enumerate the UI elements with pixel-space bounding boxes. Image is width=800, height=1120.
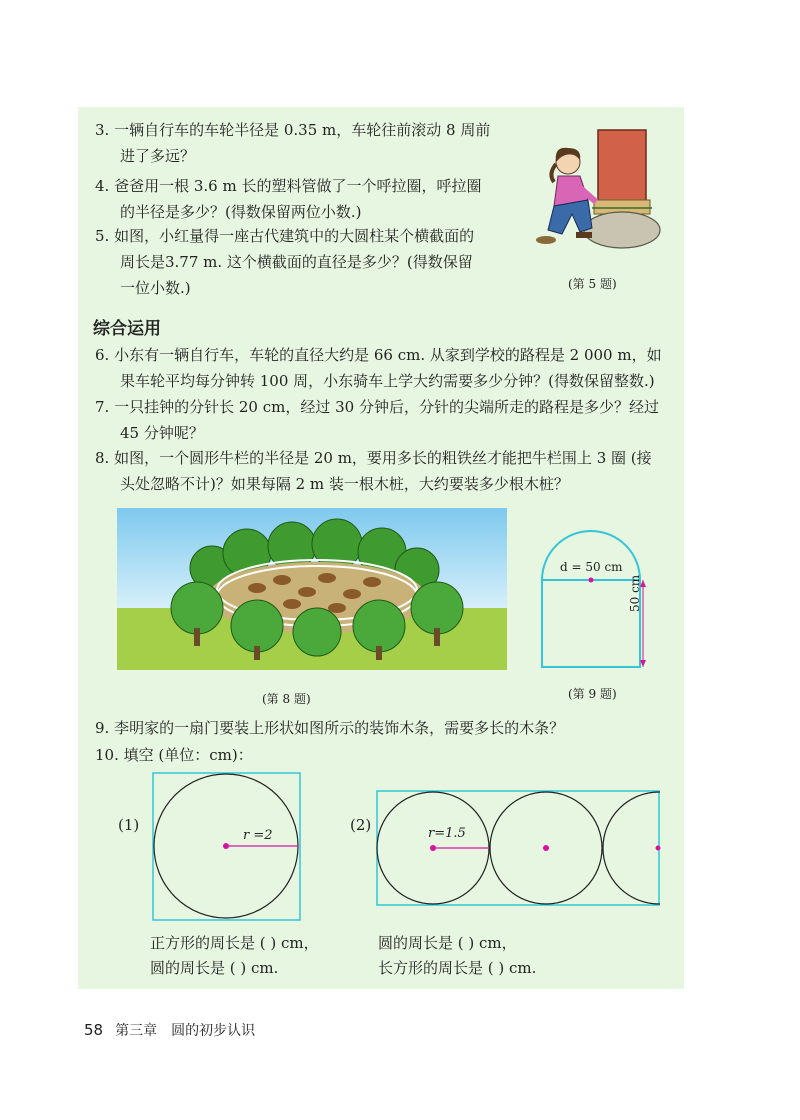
center-dot xyxy=(589,578,594,583)
problem-3-line-1: 3. 一辆自行车的车轮半径是 0.35 m，车轮往前滚动 8 周前 xyxy=(95,121,491,139)
pillar-base xyxy=(584,212,660,248)
fig9-caption: (第 9 题) xyxy=(568,687,617,701)
chapter-title: 第三章 圆的初步认识 xyxy=(115,1023,256,1039)
fig9-diameter-label: d = 50 cm xyxy=(560,560,623,574)
problem-5-line-2: 周长是3.77 m. 这个横截面的直径是多少？(得数保留 xyxy=(120,253,473,271)
answer-1a: 正方形的周长是 ( ) cm， xyxy=(150,934,319,952)
problem-7-line-2: 45 分钟呢？ xyxy=(120,424,204,442)
problem-3-line-2: 进了多远？ xyxy=(120,147,196,165)
problem-5-line-1: 5. 如图，小红量得一座古代建筑中的大圆柱某个横截面的 xyxy=(95,227,475,245)
problem-4-line-1: 4. 爸爸用一根 3.6 m 长的塑料管做了一个呼拉圈，呼拉圈 xyxy=(95,177,482,195)
fig5-illustration xyxy=(536,128,666,270)
page-number: 58 xyxy=(84,1021,104,1039)
fig8-caption: (第 8 题) xyxy=(262,692,311,706)
fig10-part1-label: (1) xyxy=(118,816,140,834)
center-dot xyxy=(223,843,229,849)
answer-2b: 长方形的周长是 ( ) cm. xyxy=(378,959,537,977)
problem-8-line-1: 8. 如图，一个圆形牛栏的半径是 20 m，要用多长的粗铁丝才能把牛栏围上 3 圈 (接 xyxy=(95,449,652,467)
problem-9: 9. 李明家的一扇门要装上形状如图所示的装饰木条，需要多长的木条？ xyxy=(95,719,565,737)
fig10-part1-diagram xyxy=(152,772,302,922)
problem-6-line-1: 6. 小东有一辆自行车，车轮的直径大约是 66 cm. 从家到学校的路程是 2 000 m，如 xyxy=(95,346,662,364)
door-outline xyxy=(542,531,640,667)
problem-10: 10. 填空 (单位：cm)： xyxy=(95,746,253,764)
problem-5-line-3: 一位小数.) xyxy=(120,279,191,297)
problem-7-line-1: 7. 一只挂钟的分针长 20 cm，经过 30 分钟后，分针的尖端所走的路程是多少？经过 xyxy=(95,398,659,416)
fig10-part1-radius: r =2 xyxy=(243,828,273,843)
fig9-diagram xyxy=(535,527,665,677)
rectangle xyxy=(377,791,659,905)
problem-4-line-2: 的半径是多少？(得数保留两位小数.) xyxy=(120,203,362,221)
answer-1b: 圆的周长是 ( ) cm. xyxy=(150,959,279,977)
answer-2a: 圆的周长是 ( ) cm， xyxy=(378,934,517,952)
problem-6-line-2: 果车轮平均每分钟转 100 周，小东骑车上学大约需要多少分钟？(得数保留整数.) xyxy=(120,372,655,390)
fig10-part2-diagram xyxy=(376,790,660,908)
fig5-caption: (第 5 题) xyxy=(568,277,617,291)
fig9-height-label: 50 cm xyxy=(628,574,642,612)
fig8-illustration xyxy=(117,508,507,670)
page-footer xyxy=(84,1020,255,1040)
section-title: 综合运用 xyxy=(93,319,161,339)
fig10-part2-radius: r=1.5 xyxy=(428,826,466,841)
fig10-part2-label: (2) xyxy=(350,816,372,834)
problem-8-line-2: 头处忽略不计)？如果每隔 2 m 装一根木桩，大约要装多少根木桩？ xyxy=(120,475,569,493)
pillar xyxy=(598,130,646,208)
